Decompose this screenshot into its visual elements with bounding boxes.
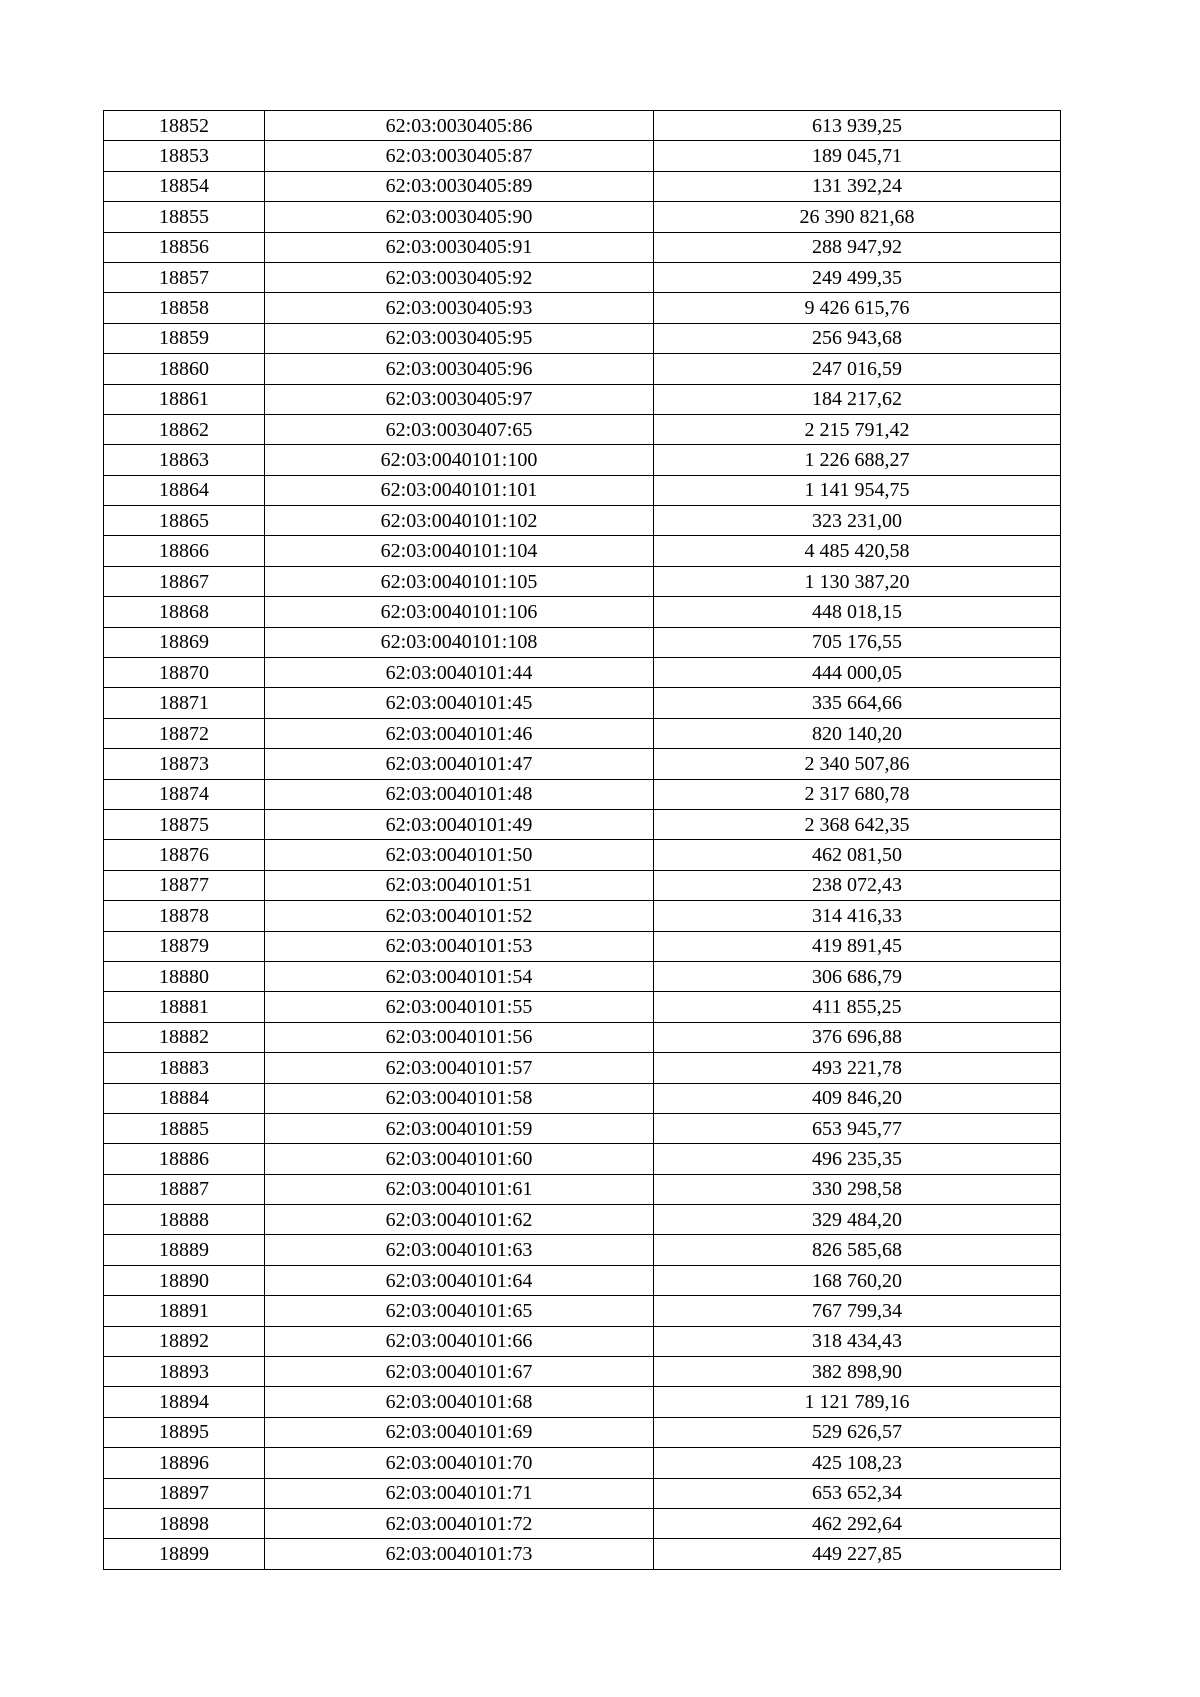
row-number-cell: 18864 [104,475,265,505]
cadastral-number-cell: 62:03:0040101:50 [265,840,654,870]
cadastral-value-cell: 767 799,34 [654,1296,1061,1326]
cadastral-value-cell: 705 176,55 [654,627,1061,657]
cadastral-number-cell: 62:03:0030405:97 [265,384,654,414]
table-row [104,840,1061,870]
cadastral-number-cell: 62:03:0040101:68 [265,1387,654,1417]
table-row [104,1174,1061,1204]
cadastral-value-cell: 4 485 420,58 [654,536,1061,566]
cadastral-value-cell: 184 217,62 [654,384,1061,414]
table-row [104,202,1061,232]
cadastral-value-cell: 419 891,45 [654,931,1061,961]
cadastral-number-cell: 62:03:0030405:89 [265,171,654,201]
cadastral-value-cell: 288 947,92 [654,232,1061,262]
cadastral-number-cell: 62:03:0040101:56 [265,1022,654,1052]
cadastral-number-cell: 62:03:0040101:55 [265,992,654,1022]
row-number-cell: 18857 [104,262,265,292]
row-number-cell: 18865 [104,506,265,536]
cadastral-value-cell: 189 045,71 [654,141,1061,171]
row-number-cell: 18866 [104,536,265,566]
cadastral-number-cell: 62:03:0040101:60 [265,1144,654,1174]
table-row [104,1113,1061,1143]
cadastral-number-cell: 62:03:0040101:48 [265,779,654,809]
table-row [104,171,1061,201]
row-number-cell: 18890 [104,1265,265,1295]
cadastral-number-cell: 62:03:0040101:58 [265,1083,654,1113]
cadastral-number-cell: 62:03:0040101:104 [265,536,654,566]
row-number-cell: 18861 [104,384,265,414]
cadastral-number-cell: 62:03:0040101:61 [265,1174,654,1204]
table-row [104,658,1061,688]
cadastral-number-cell: 62:03:0040101:73 [265,1539,654,1569]
table-row [104,262,1061,292]
row-number-cell: 18885 [104,1113,265,1143]
table-row [104,870,1061,900]
row-number-cell: 18886 [104,1144,265,1174]
table-body [104,111,1061,1570]
row-number-cell: 18893 [104,1357,265,1387]
row-number-cell: 18855 [104,202,265,232]
cadastral-value-cell: 1 226 688,27 [654,445,1061,475]
row-number-cell: 18871 [104,688,265,718]
table-row [104,141,1061,171]
cadastral-number-cell: 62:03:0030405:90 [265,202,654,232]
table-row [104,384,1061,414]
table-row [104,1144,1061,1174]
cadastral-number-cell: 62:03:0040101:108 [265,627,654,657]
table-row [104,597,1061,627]
row-number-cell: 18869 [104,627,265,657]
cadastral-number-cell: 62:03:0040101:69 [265,1417,654,1447]
row-number-cell: 18858 [104,293,265,323]
row-number-cell: 18884 [104,1083,265,1113]
table-row [104,566,1061,596]
cadastral-number-cell: 62:03:0040101:72 [265,1508,654,1538]
cadastral-value-cell: 323 231,00 [654,506,1061,536]
row-number-cell: 18873 [104,749,265,779]
cadastral-value-cell: 462 292,64 [654,1508,1061,1538]
cadastral-value-cell: 826 585,68 [654,1235,1061,1265]
table-row [104,1205,1061,1235]
row-number-cell: 18854 [104,171,265,201]
cadastral-number-cell: 62:03:0030407:65 [265,414,654,444]
row-number-cell: 18853 [104,141,265,171]
cadastral-value-cell: 131 392,24 [654,171,1061,201]
row-number-cell: 18892 [104,1326,265,1356]
row-number-cell: 18891 [104,1296,265,1326]
cadastral-value-cell: 2 215 791,42 [654,414,1061,444]
row-number-cell: 18852 [104,111,265,141]
table-row [104,475,1061,505]
cadastral-number-cell: 62:03:0040101:100 [265,445,654,475]
cadastral-number-cell: 62:03:0040101:54 [265,961,654,991]
table-row [104,1539,1061,1569]
table-row [104,809,1061,839]
table-row [104,445,1061,475]
table-row [104,992,1061,1022]
cadastral-number-cell: 62:03:0030405:96 [265,354,654,384]
table-row [104,1235,1061,1265]
table-row [104,901,1061,931]
table-row [104,323,1061,353]
cadastral-value-cell: 653 945,77 [654,1113,1061,1143]
cadastral-value-cell: 2 340 507,86 [654,749,1061,779]
row-number-cell: 18859 [104,323,265,353]
cadastral-number-cell: 62:03:0040101:59 [265,1113,654,1143]
cadastral-value-cell: 653 652,34 [654,1478,1061,1508]
cadastral-number-cell: 62:03:0030405:86 [265,111,654,141]
cadastral-number-cell: 62:03:0040101:51 [265,870,654,900]
cadastral-value-cell: 613 939,25 [654,111,1061,141]
cadastral-number-cell: 62:03:0040101:49 [265,809,654,839]
row-number-cell: 18898 [104,1508,265,1538]
table-row [104,293,1061,323]
cadastral-value-cell: 330 298,58 [654,1174,1061,1204]
cadastral-number-cell: 62:03:0040101:52 [265,901,654,931]
cadastral-value-cell: 820 140,20 [654,718,1061,748]
cadastral-value-cell: 247 016,59 [654,354,1061,384]
table-row [104,779,1061,809]
row-number-cell: 18870 [104,658,265,688]
cadastral-value-table [103,110,1061,1570]
table-row [104,749,1061,779]
cadastral-value-cell: 314 416,33 [654,901,1061,931]
row-number-cell: 18882 [104,1022,265,1052]
row-number-cell: 18879 [104,931,265,961]
cadastral-value-cell: 238 072,43 [654,870,1061,900]
cadastral-value-cell: 493 221,78 [654,1053,1061,1083]
cadastral-number-cell: 62:03:0030405:91 [265,232,654,262]
row-number-cell: 18862 [104,414,265,444]
cadastral-value-cell: 329 484,20 [654,1205,1061,1235]
cadastral-number-cell: 62:03:0040101:67 [265,1357,654,1387]
table-row [104,1508,1061,1538]
cadastral-number-cell: 62:03:0040101:71 [265,1478,654,1508]
row-number-cell: 18881 [104,992,265,1022]
row-number-cell: 18863 [104,445,265,475]
table-row [104,1296,1061,1326]
table-row [104,232,1061,262]
cadastral-value-cell: 529 626,57 [654,1417,1061,1447]
table-row [104,354,1061,384]
cadastral-value-cell: 9 426 615,76 [654,293,1061,323]
table-row [104,688,1061,718]
cadastral-value-cell: 449 227,85 [654,1539,1061,1569]
row-number-cell: 18867 [104,566,265,596]
table-row [104,1265,1061,1295]
row-number-cell: 18874 [104,779,265,809]
cadastral-number-cell: 62:03:0040101:62 [265,1205,654,1235]
table-row [104,1448,1061,1478]
cadastral-number-cell: 62:03:0040101:46 [265,718,654,748]
table-row [104,506,1061,536]
row-number-cell: 18899 [104,1539,265,1569]
table-row [104,931,1061,961]
cadastral-value-cell: 2 317 680,78 [654,779,1061,809]
cadastral-value-cell: 376 696,88 [654,1022,1061,1052]
cadastral-number-cell: 62:03:0040101:105 [265,566,654,596]
cadastral-value-cell: 168 760,20 [654,1265,1061,1295]
row-number-cell: 18878 [104,901,265,931]
cadastral-number-cell: 62:03:0040101:53 [265,931,654,961]
cadastral-number-cell: 62:03:0040101:47 [265,749,654,779]
row-number-cell: 18888 [104,1205,265,1235]
table-row [104,1326,1061,1356]
cadastral-number-cell: 62:03:0030405:92 [265,262,654,292]
row-number-cell: 18868 [104,597,265,627]
cadastral-value-cell: 2 368 642,35 [654,809,1061,839]
row-number-cell: 18856 [104,232,265,262]
table-row [104,1022,1061,1052]
row-number-cell: 18895 [104,1417,265,1447]
row-number-cell: 18872 [104,718,265,748]
cadastral-number-cell: 62:03:0030405:93 [265,293,654,323]
row-number-cell: 18880 [104,961,265,991]
cadastral-value-cell: 444 000,05 [654,658,1061,688]
table-row [104,1478,1061,1508]
cadastral-number-cell: 62:03:0030405:95 [265,323,654,353]
cadastral-value-cell: 26 390 821,68 [654,202,1061,232]
row-number-cell: 18876 [104,840,265,870]
row-number-cell: 18889 [104,1235,265,1265]
row-number-cell: 18875 [104,809,265,839]
cadastral-value-cell: 382 898,90 [654,1357,1061,1387]
cadastral-value-cell: 1 141 954,75 [654,475,1061,505]
cadastral-number-cell: 62:03:0040101:66 [265,1326,654,1356]
table-row [104,1053,1061,1083]
cadastral-number-cell: 62:03:0040101:101 [265,475,654,505]
cadastral-value-cell: 1 130 387,20 [654,566,1061,596]
table-row [104,536,1061,566]
cadastral-value-cell: 425 108,23 [654,1448,1061,1478]
table-row [104,1417,1061,1447]
cadastral-number-cell: 62:03:0040101:102 [265,506,654,536]
row-number-cell: 18897 [104,1478,265,1508]
row-number-cell: 18877 [104,870,265,900]
cadastral-number-cell: 62:03:0040101:64 [265,1265,654,1295]
cadastral-number-cell: 62:03:0040101:63 [265,1235,654,1265]
cadastral-number-cell: 62:03:0040101:106 [265,597,654,627]
table-row [104,961,1061,991]
row-number-cell: 18894 [104,1387,265,1417]
table-row [104,718,1061,748]
table-row [104,1357,1061,1387]
cadastral-value-cell: 318 434,43 [654,1326,1061,1356]
cadastral-value-cell: 496 235,35 [654,1144,1061,1174]
cadastral-value-cell: 306 686,79 [654,961,1061,991]
cadastral-value-cell: 256 943,68 [654,323,1061,353]
cadastral-value-cell: 249 499,35 [654,262,1061,292]
cadastral-number-cell: 62:03:0040101:65 [265,1296,654,1326]
cadastral-number-cell: 62:03:0040101:57 [265,1053,654,1083]
table-row [104,1387,1061,1417]
cadastral-number-cell: 62:03:0030405:87 [265,141,654,171]
cadastral-value-cell: 411 855,25 [654,992,1061,1022]
table-row [104,1083,1061,1113]
row-number-cell: 18896 [104,1448,265,1478]
table-row [104,111,1061,141]
cadastral-value-cell: 462 081,50 [654,840,1061,870]
table-row [104,627,1061,657]
cadastral-value-cell: 335 664,66 [654,688,1061,718]
cadastral-value-cell: 409 846,20 [654,1083,1061,1113]
cadastral-number-cell: 62:03:0040101:44 [265,658,654,688]
cadastral-value-cell: 1 121 789,16 [654,1387,1061,1417]
cadastral-number-cell: 62:03:0040101:45 [265,688,654,718]
table-row [104,414,1061,444]
row-number-cell: 18883 [104,1053,265,1083]
row-number-cell: 18887 [104,1174,265,1204]
cadastral-number-cell: 62:03:0040101:70 [265,1448,654,1478]
row-number-cell: 18860 [104,354,265,384]
cadastral-value-cell: 448 018,15 [654,597,1061,627]
